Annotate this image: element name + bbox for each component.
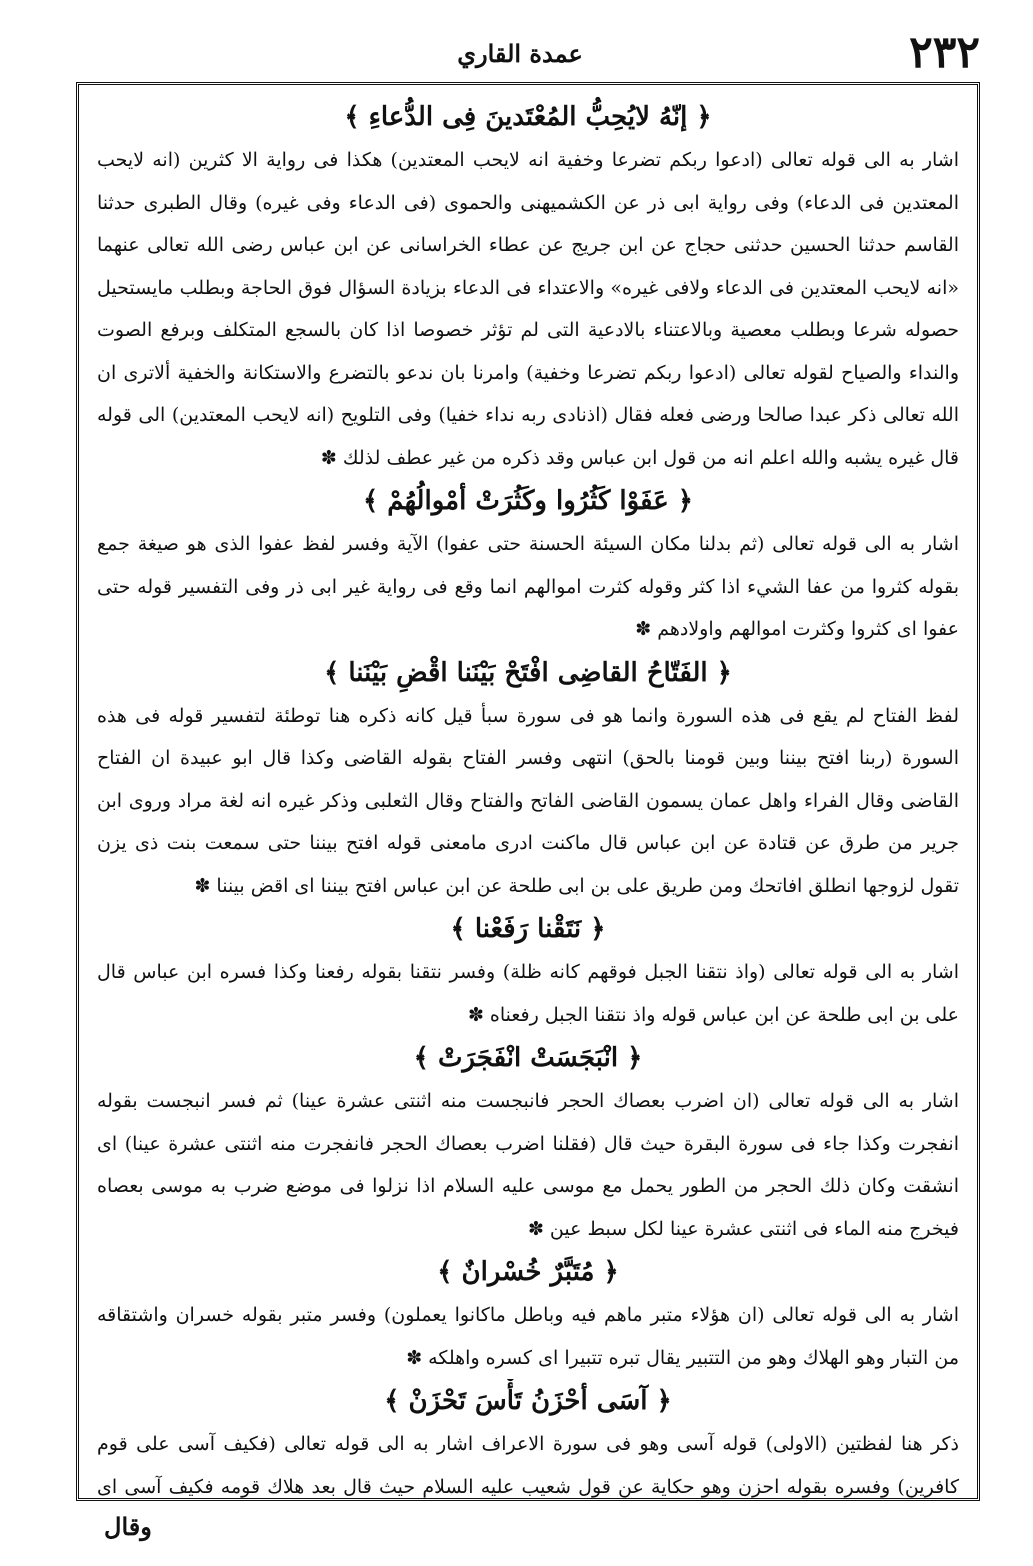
section-heading: ﴿ عَفَوْا كَثُرُوا وكَثُرَتْ أمْوالُهُمْ ﴾ [362,486,693,516]
page-number: ٢٣٢ [909,27,980,78]
section-text: لفظ الفتاح لم يقع فى هذه السورة وانما هو فى سورة سبأ قيل كانه ذكره هنا توطئة لتفسير قوله فى هذه السورة (ربنا افتح بيننا وبين قومنا بالحق) انتهى وفسر الفتاح بقوله القاضى وكذا قال ابو عبيدة ان الفتاح القاضى وقال الفراء واهل عمان يسمون القاضى الفاتح والفتاح وقال الثعلبى وذكر غيره انه لغة مراد وروى ابن جرير من طرق عن قتادة عن ابن عباس قال ماكنت ادرى مامعنى قوله افتح بيننا حتى سمعت بنت ذى يزن تقول لزوجها انطلق افاتحك ومن طريق على بن ابى طلحة عن ابن عباس افتح بيننا اى اقض بيننا ✽ [97,704,959,897]
catchword: وقال [104,1512,152,1541]
section-text: اشار به الى قوله تعالى (واذ نتقنا الجبل فوقهم كانه ظلة) وفسر نتقنا بقوله رفعنا وكذا فسره ابن عباس قال على بن ابى طلحة عن ابن عباس قوله واذ نتقنا الجبل رفعناه ✽ [97,961,959,1026]
section-heading: ﴿ الفَتّاحُ القاضِى افْتَحْ بَيْنَنا اقْضِ بَيْنَنا ﴾ [324,657,732,688]
section-heading: ﴿ إنّهُ لايُحِبُّ المُعْتَدينَ فِى الدُّعاءِ ﴾ [344,102,712,132]
section-text: اشار به الى قوله تعالى (ادعوا ربكم تضرعا وخفية انه لايحب المعتدين) هكذا فى رواية الا كثرين (انه لايحب المعتدين فى الدعاء) وفى رواية ابى ذر عن الكشميهنى والحموى (فى الدعاء وفى غيره) وقال الطبرى حدثنا القاسم حدثنا الحسين حدثنى حجاج عن ابن جريج عن عطاء الخراسانى عن ابن عباس رضى الله تعالى عنهما «انه لايحب المعتدين فى الدعاء ولافى غيره» والاعتداء فى الدعاء بزيادة السؤال فوق الحاجة وبطلب مايستحيل حصوله شرعا وبطلب معصية وبالاعتناء بالادعية التى لم تؤثر خصوصا اذا كان بالسجع المتكلف وبرفع الصوت والنداء والصياح لقوله تعالى (ادعوا ربكم تضرعا وخفية) وامرنا بان ندعو بالتضرع والاستكانة والخفية ألاترى ان الله تعالى ذكر عبدا صالحا ورضى فعله فقال (اذنادى ربه نداء خفيا) وفى التلويح (انه لايحب المعتدين) الى قوله قال غيره يشبه والله اعلم انه من قول ابن عباس وقد ذكره من غير عطف لذلك ✽ [97,149,959,469]
section-text: اشار به الى قوله تعالى (ثم بدلنا مكان السيئة الحسنة حتى عفوا) الآية وفسر لفظ عفوا الذى هو صيغة جمع بقوله كثروا من عفا الشيء اذا كثر وقوله كثرت اموالهم انما وقع فى رواية غير ابى ذر وفى التفسير قوله حتى عفوا اى كثروا وكثرت اموالهم واولادهم ✽ [97,533,959,640]
section-heading: ﴿ نَتَقْنا رَفَعْنا ﴾ [450,914,606,944]
section-heading: ﴿ انْبَجَسَتْ انْفَجَرَتْ ﴾ [413,1043,643,1073]
page-header [60,28,980,78]
section-heading: ﴿ آسَى أحْزَنُ تَأْسَ تَحْزَنْ ﴾ [384,1386,672,1416]
running-title: عمدة القاري [457,39,583,68]
text-frame [76,82,980,1501]
section-text: اشار به الى قوله تعالى (ان هؤلاء متبر ماهم فيه وباطل ماكانوا يعملون) وفسر متبر بقوله خسران واشتقاقه من التبار وهو الهلاك وهو من التتبير يقال تبره تتبيرا اى كسره واهلكه ✽ [97,1304,959,1369]
section-heading: ﴿ مُتَبَّرٌ خُسْرانٌ ﴾ [437,1257,619,1287]
section-text: ذكر هنا لفظتين (الاولى) قوله آسى وهو فى سورة الاعراف اشار به الى قوله تعالى (فكيف آسى على قوم كافرين) وفسره بقوله احزن وهو حكاية عن قول شعيب عليه السلام حيث قال بعد هلاك قومه فكيف آسى اى [97,1433,959,1498]
section-text: اشار به الى قوله تعالى (ان اضرب بعصاك الحجر فانبجست منه اثنتى عشرة عينا) ثم فسر انبجست بقوله انفجرت وكذا جاء فى سورة البقرة حيث قال (فقلنا اضرب بعصاك الحجر فانفجرت منه اثنتى عشرة عينا) اى انشقت وكان ذلك الحجر من الطور يحمل مع موسى عليه السلام اذا نزلوا فى موضع ضرب به موسى بعصاه فيخرج منه الماء فى اثنتى عشرة عينا لكل سبط عين ✽ [97,1090,959,1240]
